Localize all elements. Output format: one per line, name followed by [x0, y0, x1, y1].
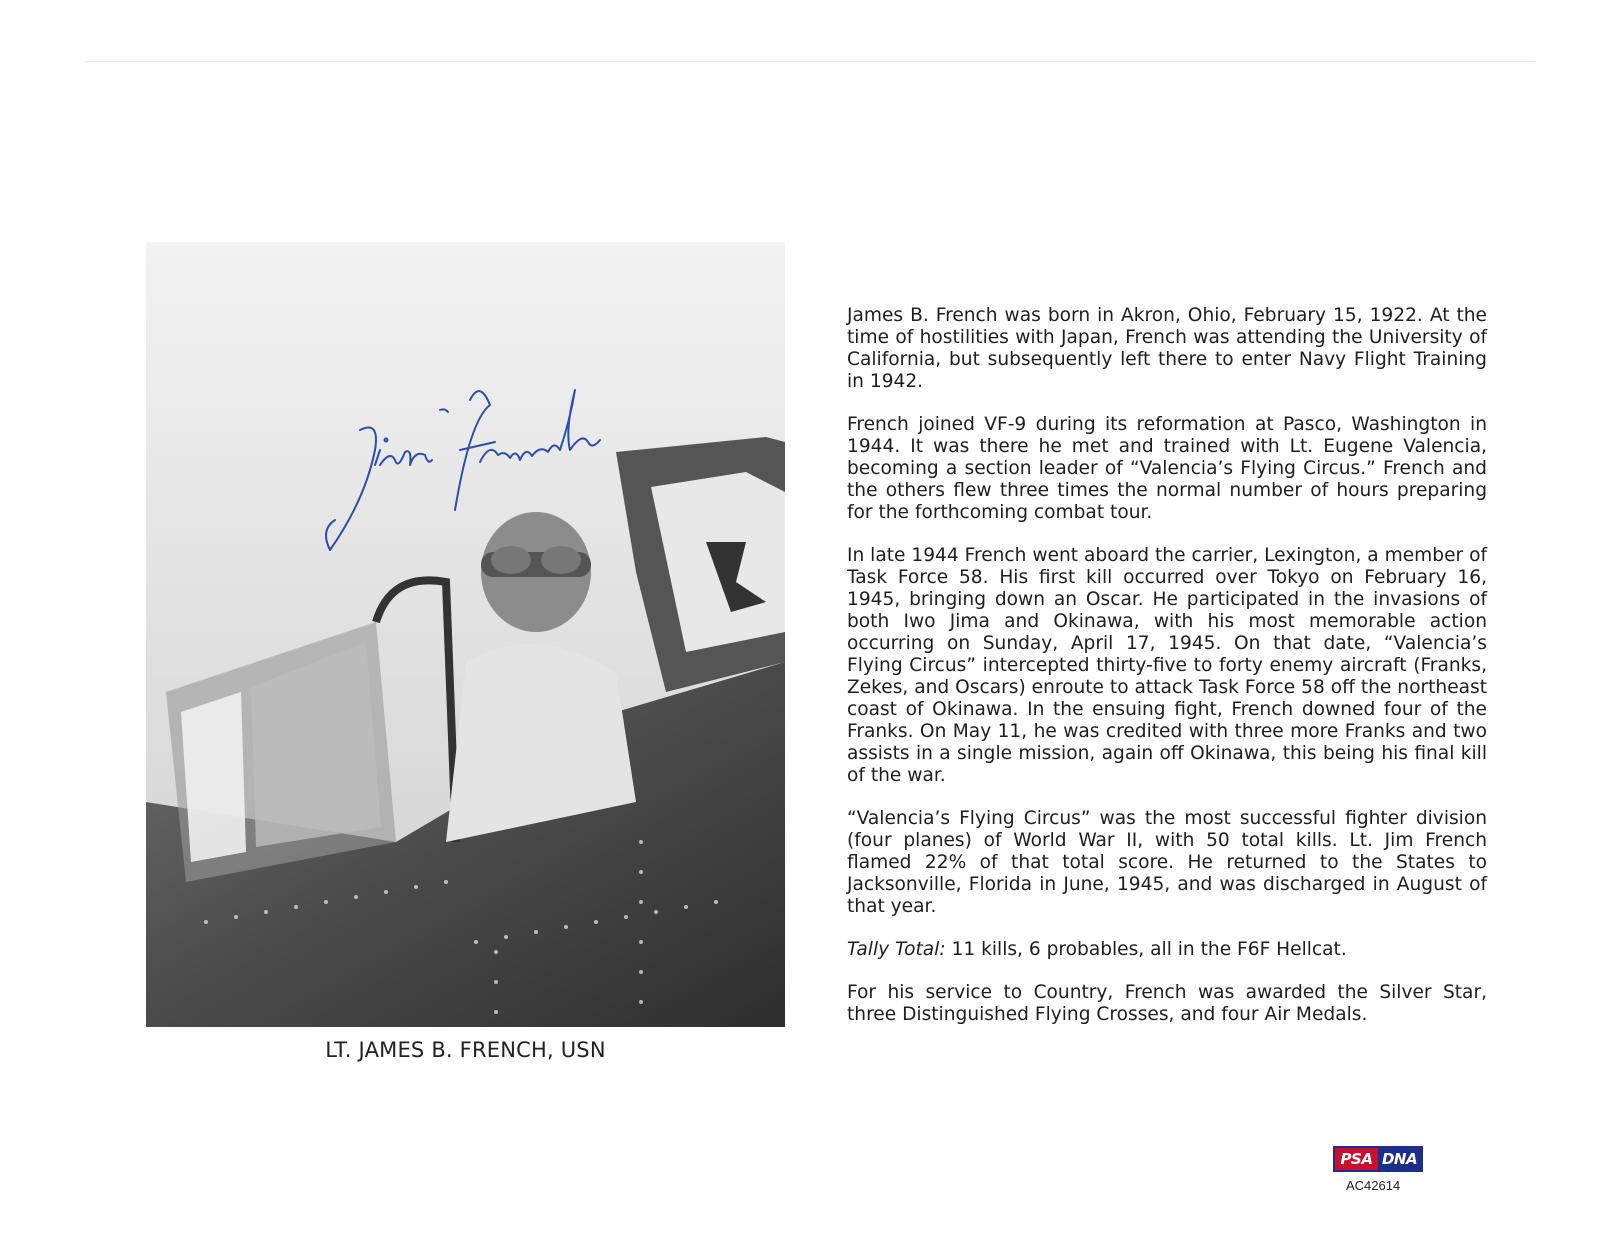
biography-paragraph-awards: For his service to Country, French was awarded the Silver Star, three Distinguished Flying Crosses, and four Air Medals. [847, 982, 1487, 1025]
biography-paragraph-combat: In late 1944 French went aboard the carrier, Lexington, a member of Task Force 58. His first kill occurred over Tokyo on February 16, 1945, bringing down an Oscar. He participated in the invasions of both Iwo Jima and Okinawa, with his most memorable action occurring on Sunday, April 17, 1945. On that date, “Valencia’s Flying Circus” intercepted thirty-five to forty enemy aircraft (Franks, Zekes, and Oscars) enroute to attack Task Force 58 off the northeast coast of Okinawa. In the ensuing fight, French downed four of the Franks. On May 11, he was credited with three more Franks and two assists in a single mission, again off Okinawa, this being his final kill of the war. [847, 545, 1487, 786]
biography-paragraph-early-life: James B. French was born in Akron, Ohio, February 15, 1922. At the time of hostilities with Japan, French was attending the University of California, but subsequently left there to enter Navy Flight Training in 1942. [847, 305, 1487, 392]
certificate-number: AC42614 [1346, 1178, 1401, 1193]
biography-paragraph-flying-circus: “Valencia’s Flying Circus” was the most successful fighter division (four planes) of World War II, with 50 total kills. Lt. Jim French flamed 22% of that total score. He returned to the States to Jacksonville, Florida in June, 1945, and was discharged in August of that year. [847, 808, 1487, 917]
biography-text [847, 305, 1487, 1047]
tally-total-value: 11 kills, 6 probables, all in the F6F Hellcat. [945, 939, 1347, 960]
signature-ink [320, 380, 610, 560]
pilot-photo [146, 242, 785, 1027]
psa-dna-logo [1333, 1146, 1423, 1172]
photo-caption: LT. JAMES B. FRENCH, USN [325, 1038, 606, 1062]
tally-total-line [847, 939, 1487, 961]
biography-paragraph-vf9: French joined VF-9 during its reformation at Pasco, Washington in 1944. It was there he met and trained with Lt. Eugene Valencia, becoming a section leader of “Valencia’s Flying Circus.” French and the others flew three times the normal number of hours preparing for the forthcoming combat tour. [847, 414, 1487, 523]
autograph-signature [320, 380, 610, 560]
tally-total-label: Tally Total: [847, 939, 946, 960]
cockpit-photo-image [146, 242, 785, 1027]
top-divider [85, 61, 1535, 62]
dna-logo-text: DNA [1378, 1148, 1421, 1170]
psa-logo-text: PSA [1335, 1148, 1378, 1170]
